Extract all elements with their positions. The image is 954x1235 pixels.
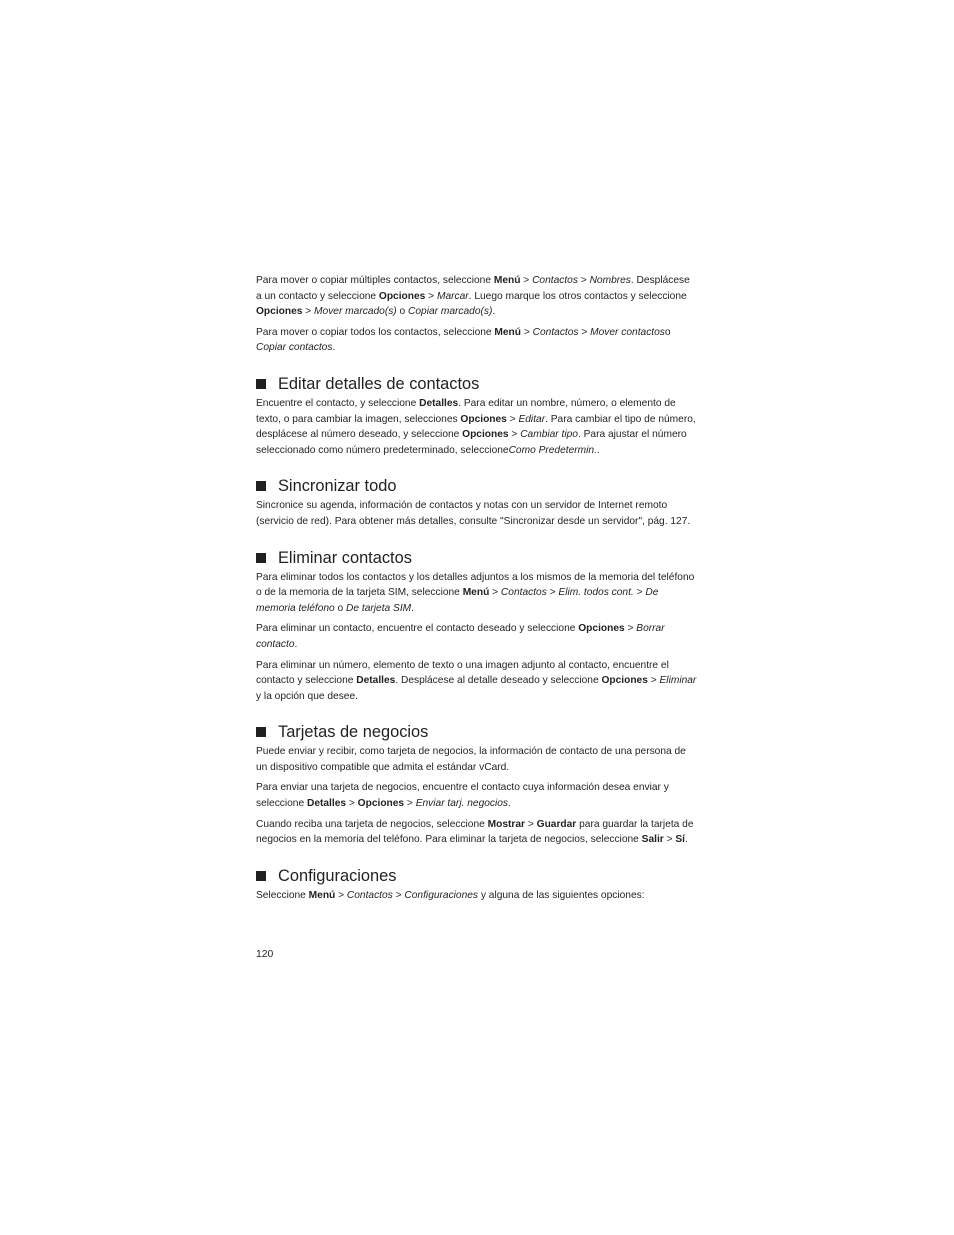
section-heading: [256, 548, 698, 568]
text-run: para guardar la tarjeta de negocios en la memoria del teléfono. Para eliminar la tarjeta de negocios, seleccione: [256, 818, 694, 846]
text-run: Seleccione: [256, 889, 309, 901]
text-run: >: [392, 889, 405, 901]
section-paragraph: [256, 621, 698, 652]
section-paragraph: [256, 888, 698, 904]
text-run: .: [508, 798, 511, 810]
ui-label-bold: Sí: [675, 834, 686, 846]
section-sincronizar-todo: [256, 476, 698, 529]
bullet-square-icon: [256, 727, 266, 737]
ui-option-italic: Como Predetermin.: [508, 444, 597, 456]
text-run: . Luego marque los otros contactos y seleccione: [468, 290, 687, 302]
ui-label-bold: Opciones: [578, 623, 625, 635]
ui-label-bold: Menú: [494, 326, 522, 338]
ui-label-bold: Opciones: [460, 413, 507, 425]
ui-label-bold: Opciones: [357, 798, 405, 810]
text-run: Para enviar una tarjeta de negocios, encuentre el contacto cuya información desea enviar y seleccione: [256, 782, 669, 810]
section-heading: [256, 476, 698, 496]
text-run: >: [624, 623, 637, 635]
ui-option-italic: Editar: [518, 413, 546, 425]
ui-option-italic: Elim. todos cont.: [558, 587, 634, 599]
bullet-square-icon: [256, 553, 266, 563]
section-paragraph: [256, 780, 698, 811]
text-run: >: [663, 834, 676, 846]
text-run: .: [332, 342, 336, 354]
text-run: Encuentre el contacto, y seleccione: [256, 397, 420, 409]
text-run: Para eliminar un número, elemento de texto o una imagen adjunto al contacto, encuentre el contacto y seleccione: [256, 659, 669, 687]
section-title: Sincronizar todo: [278, 477, 397, 496]
text-run: .: [411, 602, 415, 614]
section-title: Editar detalles de contactos: [278, 374, 480, 393]
text-run: Para mover o copiar todos los contactos, seleccione: [256, 326, 495, 338]
section-title: Eliminar contactos: [278, 548, 412, 567]
text-run: >: [335, 889, 347, 901]
text-run: Para mover o copiar múltiples contactos, seleccione: [256, 275, 494, 286]
ui-option-italic: Cambiar tipo: [520, 429, 578, 441]
text-run: o: [334, 602, 347, 614]
text-run: >: [521, 326, 533, 338]
ui-option-italic: Contactos: [532, 326, 579, 338]
ui-option-italic: De tarjeta SIM: [346, 602, 412, 614]
text-run: o: [396, 306, 409, 318]
section-paragraph: [256, 658, 698, 705]
section-paragraph: [256, 817, 698, 848]
intro-paragraph-1: [256, 273, 698, 320]
text-run: >: [346, 798, 358, 810]
ui-option-italic: Enviar tarj. negocios: [415, 798, 509, 810]
ui-label-bold: Menú: [308, 889, 336, 901]
text-run: o: [664, 326, 671, 338]
section-paragraph: [256, 744, 698, 775]
text-run: >: [647, 675, 660, 687]
bullet-square-icon: [256, 481, 266, 491]
ui-option-italic: Mover contactos: [590, 326, 665, 338]
bullet-square-icon: [256, 379, 266, 389]
text-run: >: [506, 413, 519, 425]
text-run: . Para editar un nombre, número, o elemento de texto, o para cambiar la imagen, selecciones: [256, 397, 676, 425]
page-number: 120: [256, 949, 274, 960]
ui-option-italic: Contactos: [500, 587, 547, 599]
ui-option-italic: Configuraciones: [404, 889, 479, 901]
text-run: >: [425, 290, 437, 302]
section-configuraciones: [256, 866, 698, 904]
ui-label-bold: Detalles: [419, 397, 459, 409]
section-paragraph: [256, 396, 698, 458]
text-run: Cuando reciba una tarjeta de negocios, seleccione: [256, 818, 488, 830]
section-heading: [256, 722, 698, 742]
text-run: >: [508, 429, 521, 441]
ui-option-italic: Mover marcado(s): [314, 306, 397, 318]
text-run: y alguna de las siguientes opciones:: [478, 889, 645, 901]
ui-option-italic: Eliminar: [659, 675, 697, 687]
ui-label-bold: Opciones: [378, 290, 426, 302]
text-run: >: [525, 818, 537, 830]
section-paragraph: [256, 498, 698, 529]
page-content: [256, 273, 698, 908]
text-run: >: [404, 798, 416, 810]
intro-block: [256, 273, 698, 356]
text-run: >: [546, 587, 559, 599]
ui-label-bold: Mostrar: [487, 818, 526, 830]
text-run: . Desplácese a un contacto y seleccione: [256, 275, 690, 302]
ui-option-italic: De memoria teléfono: [256, 587, 659, 614]
ui-label-bold: Menú: [493, 275, 521, 286]
section-tarjetas-negocios: [256, 722, 698, 848]
ui-label-bold: Opciones: [462, 429, 509, 441]
section-title: Tarjetas de negocios: [278, 723, 429, 742]
text-run: >: [577, 275, 590, 286]
section-heading: [256, 374, 698, 394]
ui-label-bold: Guardar: [536, 818, 577, 830]
ui-option-italic: Marcar: [436, 290, 469, 302]
text-run: Sincronice su agenda, información de contactos y notas con un servidor de Internet remoto (servicio de red). Para obtener más detalles, consulte "Sincronizar desde un servidor", pág. 127.: [256, 500, 691, 527]
ui-label-bold: Salir: [641, 834, 664, 846]
text-run: .: [596, 444, 600, 456]
ui-option-italic: Nombres: [589, 275, 631, 286]
ui-label-bold: Detalles: [306, 798, 347, 810]
text-run: >: [489, 587, 501, 599]
text-run: . Para cambiar el tipo de número, desplácese al número deseado, y seleccione: [256, 413, 696, 441]
text-run: Puede enviar y recibir, como tarjeta de negocios, la información de contacto de una persona de un dispositivo compatible que admita el estándar vCard.: [256, 746, 686, 773]
ui-option-italic: Copiar marcado(s): [408, 306, 493, 318]
ui-label-bold: Detalles: [356, 675, 396, 687]
text-run: .: [685, 834, 688, 846]
ui-label-bold: Menú: [462, 587, 490, 599]
text-run: >: [520, 275, 533, 286]
text-run: . Desplácese al detalle deseado y seleccione: [395, 675, 602, 687]
ui-label-bold: Opciones: [601, 675, 648, 687]
section-title: Configuraciones: [278, 866, 397, 885]
text-run: Para eliminar un contacto, encuentre el contacto deseado y seleccione: [256, 623, 579, 635]
text-run: .: [492, 306, 496, 318]
ui-label-bold: Opciones: [256, 306, 303, 318]
text-run: y la opción que desee.: [256, 690, 358, 702]
section-paragraph: [256, 570, 698, 617]
text-run: .: [294, 638, 298, 650]
text-run: Para eliminar todos los contactos y los detalles adjuntos a los mismos de la memoria del teléfono o de la memoria de la tarjeta SIM, seleccione: [256, 571, 695, 599]
section-editar-detalles: [256, 374, 698, 458]
ui-option-italic: Borrar contacto: [256, 623, 665, 650]
ui-option-italic: Contactos: [532, 275, 578, 286]
ui-option-italic: Copiar contactos: [256, 342, 333, 354]
section-eliminar-contactos: [256, 548, 698, 705]
text-run: >: [633, 587, 646, 599]
section-heading: [256, 866, 698, 886]
text-run: >: [302, 306, 315, 318]
bullet-square-icon: [256, 871, 266, 881]
ui-option-italic: Contactos: [346, 889, 393, 901]
intro-paragraph-2: [256, 325, 698, 356]
text-run: >: [578, 326, 591, 338]
text-run: . Para ajustar el número seleccionado como número predeterminado, seleccione: [256, 429, 687, 456]
